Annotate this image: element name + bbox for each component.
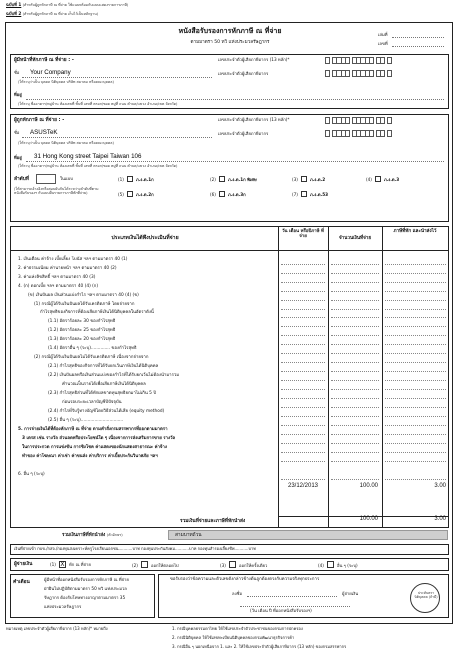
form-option-number: (1): [118, 177, 124, 182]
date-hint: (วัน เดือน ปี ที่ออกหนังสือรับรองฯ): [250, 608, 312, 613]
checked-checkbox[interactable]: X: [60, 561, 65, 568]
income-row-7: กำไรสุทธิของกิจการที่ต้องเสียภาษีเงินได้นิติบุคคลในอัตราดังนี้: [40, 310, 154, 315]
col-date-header: วัน เดือน หรือปีภาษี ที่จ่าย: [282, 229, 324, 240]
payee-tax-id-boxes[interactable]: [325, 117, 391, 124]
form-option-checkbox[interactable]: [127, 176, 133, 182]
form-option-4[interactable]: [366, 176, 399, 183]
form-option-number: (4): [366, 177, 372, 182]
payee-name-label: ชื่อ: [14, 130, 20, 135]
payee-name-value[interactable]: ASUSTeK: [30, 129, 58, 136]
row-21-tax-line[interactable]: [385, 443, 446, 444]
fund-text: เงินที่จ่ายเข้า กบข./กสจ./กองทุนสงเคราะห์ครูโรงเรียนเอกชน...........บาท กองทุนประกันสังคม...........บาท กองทุนสำรองเลี้ยงชีพ...........บาท: [14, 546, 256, 551]
form-option-label: ภ.ง.ด.1ก: [135, 177, 154, 182]
payer-name-hint: (ให้ระบุว่าเป็น บุคคล นิติบุคคล บริษัท สมาคม หรือคณะบุคคล): [18, 80, 114, 84]
income-row-24: 6. อื่น ๆ (ระบุ): [18, 472, 45, 477]
row-18-tax-line[interactable]: [385, 416, 446, 417]
total-text-field[interactable]: [168, 530, 448, 540]
payer-type-option-4[interactable]: [318, 561, 358, 569]
income-row-15: คำนวณเป็นรายได้เพื่อเสียภาษีเงินได้นิติบุคคล: [62, 382, 146, 387]
row-3-date-line[interactable]: [281, 282, 325, 283]
row-4-date-line[interactable]: [281, 291, 325, 292]
form-option-number: (7): [292, 192, 298, 197]
payer-tax-id-boxes[interactable]: [325, 57, 391, 64]
row-6-date-line[interactable]: [281, 309, 325, 310]
row-22-date-line[interactable]: [281, 452, 325, 453]
row-23-date-line[interactable]: [281, 461, 325, 462]
form-option-checkbox[interactable]: [301, 191, 307, 197]
payer-name-value[interactable]: Your Company: [30, 69, 71, 76]
form-option-label: ภ.ง.ด.3: [383, 177, 400, 182]
row-8-date-line[interactable]: [281, 326, 325, 327]
income-row-3: 3. ค่าแห่งลิขสิทธิ์ ฯลฯ ตามมาตรา 40 (3): [18, 275, 96, 280]
total-text-label-main: รวมเงินภาษีที่หักนำส่ง: [62, 533, 106, 538]
row-17-tax-line[interactable]: [385, 407, 446, 408]
row-13-date-line[interactable]: [281, 371, 325, 372]
row-18-amount-line[interactable]: [331, 416, 379, 417]
payer-type-number: (1): [50, 562, 56, 567]
footnote-left: หมายเหตุ เลขประจำตัวผู้เสียภาษีอากร (13 หลัก)* หมายถึง: [6, 626, 108, 631]
total-label: รวมเงินที่จ่ายและภาษีที่หักนำส่ง: [180, 519, 246, 524]
income-row-23: ทำของ ค่าโฆษณา ค่าเช่า ค่าขนส่ง ค่าบริการ ค่าเบี้ยประกันวินาศภัย ฯลฯ: [22, 454, 158, 459]
income-row-1: 1. เงินเดือน ค่าจ้าง เบี้ยเลี้ยง โบนัส ฯลฯ ตามมาตรา 40 (1): [18, 257, 128, 262]
income-row-5: (ข) เงินปันผล เงินส่วนแบ่งกำไร ฯลฯ ตามมาตรา 40 (4) (ข): [28, 293, 139, 298]
copy1-label: ฉบับที่ 1: [6, 2, 22, 7]
row-13-tax-line[interactable]: [385, 371, 446, 372]
col-divider-1: [278, 226, 279, 528]
payee-branch-tax-label: เลขประจำตัวผู้เสียภาษีอากร: [218, 131, 269, 136]
payer-type-label-text: ออกให้ครั้งเดียว: [238, 563, 268, 568]
book-no-field[interactable]: [392, 37, 444, 38]
copy2-label: ฉบับที่ 2: [6, 11, 22, 16]
row-15-amount-line[interactable]: [331, 389, 379, 390]
row-9-tax-line[interactable]: [385, 335, 446, 336]
row-8-amount-line[interactable]: [331, 326, 379, 327]
payee-address-label: ที่อยู่: [14, 155, 22, 160]
row-19-tax-line[interactable]: [385, 425, 446, 426]
doc-no: [378, 42, 388, 47]
row-24-tax-line[interactable]: [385, 479, 446, 480]
entry-date[interactable]: 23/12/2013: [287, 483, 319, 489]
col-type-header: ประเภทเงินได้พึงประเมินที่จ่าย: [111, 235, 179, 241]
row-21-date-line[interactable]: [281, 443, 325, 444]
income-row-6: (1) กรณีผู้ได้รับเงินปันผลได้รับเครดิตภาษี โดยจ่ายจาก: [34, 302, 135, 307]
row-19-amount-line[interactable]: [331, 425, 379, 426]
income-row-14: (2.2) เงินปันผลหรือเงินส่วนแบ่งของกำไรที่ได้รับยกเว้นไม่ต้องนำมารวม: [48, 373, 180, 378]
payer-section-label: ผู้มีหน้าที่หักภาษี ณ ที่จ่าย : -: [14, 58, 74, 63]
form-option-checkbox[interactable]: [301, 176, 307, 182]
sign-label: ลงชื่อ: [232, 591, 242, 596]
income-row-22: ในการประกวด การแข่งขัน การชิงโชค ค่าแสดงของนักแสดงสาธารณะ ค่าจ้าง: [22, 445, 167, 450]
income-row-16: (2.3) กำไรสุทธิส่วนที่ได้หักผลขาดทุนสุทธิยกมาไม่เกิน 5 ปี: [48, 391, 157, 396]
row-16-tax-line[interactable]: [385, 398, 446, 399]
warning-line-1: ผู้มีหน้าที่ออกหนังสือรับรองการหักภาษี ณ ที่จ่าย: [44, 577, 129, 582]
row-21-amount-line[interactable]: [331, 443, 379, 444]
form-option-checkbox[interactable]: [219, 191, 225, 197]
row-12-amount-line[interactable]: [331, 362, 379, 363]
payer-type-label-text: ออกให้ตลอดไป: [150, 563, 179, 568]
row-4-amount-line[interactable]: [331, 291, 379, 292]
row-14-amount-line[interactable]: [331, 380, 379, 381]
form-option-checkbox[interactable]: [375, 176, 381, 182]
income-row-12: (2) กรณีผู้ได้รับเงินปันผลไม่ได้รับเครดิตภาษี เนื่องจากจ่ายจาก: [34, 355, 149, 360]
footnote-item-2: 2. กรณีนิติบุคคล ให้ใช้เลขทะเบียนนิติบุคคลของกรมพัฒนาธุรกิจการค้า: [172, 635, 295, 640]
row-16-amount-line[interactable]: [331, 398, 379, 399]
form-option-label: ภ.ง.ด.2ก: [135, 192, 154, 197]
row-19-date-line[interactable]: [281, 425, 325, 426]
payer-address-line: [26, 99, 444, 100]
seq-label: ลำดับที่: [14, 177, 29, 182]
row-8-tax-line[interactable]: [385, 326, 446, 327]
row-2-tax-line[interactable]: [385, 273, 446, 274]
row-4-tax-line[interactable]: [385, 291, 446, 292]
form-option-label: ภ.ง.ด.53: [309, 192, 329, 197]
payee-name-line: [22, 137, 212, 138]
copy2-note: (สำหรับผู้ถูกหักภาษี ณ ที่จ่าย เก็บไว้เป็นหลักฐาน): [22, 12, 99, 16]
income-row-8: (1.1) อัตราร้อยละ 30 ของกำไรสุทธิ: [48, 319, 116, 324]
form-option-number: (5): [118, 192, 124, 197]
row-7-date-line[interactable]: [281, 317, 325, 318]
form-option-number: (6): [210, 192, 216, 197]
form-option-label: ภ.ง.ด.3ก: [227, 192, 246, 197]
row-14-tax-line[interactable]: [385, 380, 446, 381]
row-12-date-line[interactable]: [281, 362, 325, 363]
row-11-date-line[interactable]: [281, 353, 325, 354]
row-10-date-line[interactable]: [281, 344, 325, 345]
doc-no-label: เลขที่: [378, 41, 388, 46]
book-no: [378, 33, 388, 38]
form-option-label: ภ.ง.ด.2: [309, 177, 326, 182]
form-option-3[interactable]: [292, 176, 325, 183]
row-12-tax-line[interactable]: [385, 362, 446, 363]
form-option-2[interactable]: [210, 176, 257, 183]
col-tax-header: ภาษีที่หัก และนำส่งไว้: [393, 229, 437, 234]
payee-address-line: [26, 161, 444, 162]
row-23-tax-line[interactable]: [385, 461, 446, 462]
certify-text: ขอรับรองว่าข้อความและตัวเลขดังกล่าวข้างต้นถูกต้องตรงกับความจริงทุกประการ: [170, 577, 320, 582]
income-row-13: (2.1) กำไรสุทธิของกิจการที่ได้รับยกเว้นภาษีเงินได้นิติบุคคล: [48, 364, 159, 369]
payee-name-hint: (ให้ระบุว่าเป็น บุคคล นิติบุคคล บริษัท สมาคม หรือคณะบุคคล): [18, 141, 114, 145]
footnote-item-1: 1. กรณีบุคคลธรรมดาไทย ให้ใช้เลขประจำตัวประชาชนของกรมการปกครอง: [172, 626, 303, 631]
book-no-label: เล่มที่: [378, 32, 388, 37]
copy2-line: [6, 12, 98, 17]
row-24-amount-line[interactable]: [331, 479, 379, 480]
income-row-17: ก่อนรอบระยะเวลาบัญชีปีปัจจุบัน: [62, 400, 122, 405]
form-option-checkbox[interactable]: [219, 176, 225, 182]
income-row-19: (2.5) อื่น ๆ (ระบุ)...............................: [48, 418, 124, 423]
row-5-date-line[interactable]: [281, 300, 325, 301]
seal-circle: [410, 583, 440, 613]
row-17-amount-line[interactable]: [331, 407, 379, 408]
payer-type-number: (2): [132, 563, 138, 568]
payer-type-option-2[interactable]: [132, 561, 179, 569]
form-option-1[interactable]: [118, 176, 154, 183]
row-10-amount-line[interactable]: [331, 344, 379, 345]
col-divider-2: [328, 226, 329, 528]
row-16-date-line[interactable]: [281, 398, 325, 399]
row-6-amount-line[interactable]: [331, 309, 379, 310]
form-subtitle: ตามมาตรา 50 ทวิ แห่งประมวลรัษฎากร: [190, 40, 270, 45]
footnote-item-3: 3. กรณีอื่น ๆ นอกเหนือจาก 1. และ 2. ให้ใช้เลขประจำตัวผู้เสียภาษีอากร (13 หลัก) ของกรมสรรพากร: [172, 644, 347, 649]
row-14-date-line[interactable]: [281, 380, 325, 381]
payee-branch-tax-boxes[interactable]: [325, 130, 391, 137]
warning-line-2: ฝ่าฝืนไม่ปฏิบัติตามมาตรา 50 ทวิ แห่งประมวล: [44, 586, 127, 591]
total-text-hint: (ตัวอักษร): [106, 533, 123, 537]
sign-line[interactable]: [247, 596, 337, 597]
total-text-value: สามบาทถ้วน: [175, 533, 202, 538]
row-5-amount-line[interactable]: [331, 300, 379, 301]
income-row-2: 2. ค่าธรรมเนียม ค่านายหน้า ฯลฯ ตามมาตรา 40 (2): [18, 266, 117, 271]
payer-tax-id-label: เลขประจำตัวผู้เสียภาษีอากร (13 หลัก)*: [218, 57, 290, 62]
checkbox[interactable]: [229, 561, 236, 568]
row-10-tax-line[interactable]: [385, 344, 446, 345]
row-1-date-line[interactable]: [281, 264, 325, 265]
row-20-tax-line[interactable]: [385, 434, 446, 435]
checkbox[interactable]: [327, 561, 334, 568]
row-13-amount-line[interactable]: [331, 371, 379, 372]
row-18-date-line[interactable]: [281, 416, 325, 417]
row-20-amount-line[interactable]: [331, 434, 379, 435]
warning-line-3: รัษฎากร ต้องรับโทษทางอาญาตามมาตรา 35: [44, 595, 126, 600]
entry-tax[interactable]: 3.00: [434, 483, 446, 489]
copy1-note: (สำหรับผู้ถูกหักภาษี ณ ที่จ่าย ใช้แนบพร้อมกับแบบแสดงรายการภาษี): [22, 3, 129, 7]
payee-address-value[interactable]: 31 Hong Kong street Taipei Taiwan 106: [34, 153, 142, 160]
form-option-6[interactable]: [210, 191, 246, 198]
row-24-date-line[interactable]: [281, 479, 325, 480]
row-9-date-line[interactable]: [281, 335, 325, 336]
row-2-amount-line[interactable]: [331, 273, 379, 274]
row-17-date-line[interactable]: [281, 407, 325, 408]
doc-no-field[interactable]: [392, 46, 444, 47]
row-15-date-line[interactable]: [281, 389, 325, 390]
date-line[interactable]: [240, 606, 350, 607]
row-15-tax-line[interactable]: [385, 389, 446, 390]
row-7-tax-line[interactable]: [385, 317, 446, 318]
row-1-amount-line[interactable]: [331, 264, 379, 265]
payer-name-label: ชื่อ: [14, 70, 20, 75]
row-6-tax-line[interactable]: [385, 309, 446, 310]
row-5-tax-line[interactable]: [385, 300, 446, 301]
col-divider-3: [382, 226, 383, 528]
payee-section-label: ผู้ถูกหักภาษี ณ ที่จ่าย : -: [14, 118, 65, 123]
col-amount-header: จำนวนเงินที่จ่าย: [338, 236, 372, 241]
row-22-amount-line[interactable]: [331, 452, 379, 453]
income-row-18: (2.4) กำไรที่รับรู้ทางบัญชีโดยวิธีส่วนได้เสีย (equity method): [48, 409, 165, 414]
total-tax: 3.00: [434, 516, 446, 522]
row-2-date-line[interactable]: [281, 273, 325, 274]
row-22-tax-line[interactable]: [385, 452, 446, 453]
row-7-amount-line[interactable]: [331, 317, 379, 318]
payer-branch-tax-boxes[interactable]: [325, 70, 391, 77]
payee-tax-id-label: เลขประจำตัวผู้เสียภาษีอากร (13 หลัก)*: [218, 117, 290, 122]
table-header-bottom: [10, 250, 449, 251]
row-20-date-line[interactable]: [281, 434, 325, 435]
form-option-label: ภ.ง.ด.1ก พิเศษ: [227, 177, 257, 182]
warning-line-4: แห่งประมวลรัษฎากร: [44, 604, 82, 609]
payer-type-number: (3): [220, 563, 226, 568]
form-option-checkbox[interactable]: [127, 191, 133, 197]
income-row-20: 5. การจ่ายเงินได้ที่ต้องหักภาษี ณ ที่จ่าย ตามคำสั่งกรมสรรพากรที่ออกตามมาตรา: [18, 427, 168, 432]
income-row-4: 4. (ก) ดอกเบี้ย ฯลฯ ตามมาตรา 40 (4) (ก): [18, 284, 99, 289]
sign-role: ผู้จ่ายเงิน: [342, 591, 359, 596]
payer-type-label: ผู้จ่ายเงิน: [14, 562, 33, 567]
seal-label: ประทับตรา นิติบุคคล (ถ้ามี): [414, 591, 438, 599]
total-text-label: [62, 533, 123, 538]
copy1-line: [6, 3, 128, 8]
payer-type-label-text: หัก ณ ที่จ่าย: [68, 562, 91, 567]
row-3-tax-line[interactable]: [385, 282, 446, 283]
seq-input[interactable]: [36, 174, 56, 184]
payer-branch-tax-label: เลขประจำตัวผู้เสียภาษีอากร: [218, 71, 269, 76]
form-option-7[interactable]: [292, 191, 328, 198]
form-title: หนังสือรับรองการหักภาษี ณ ที่จ่าย: [178, 27, 282, 35]
seq-hint: (ให้สามารถอ้างอิงหรือสอบยันกันได้ระหว่างลำดับที่ตาม หนังสือรับรองฯ กับแบบยื่นรายการภาษีหักที่จ่าย): [14, 187, 99, 196]
seq-suffix: ในแบบ: [60, 176, 73, 181]
payer-type-number: (4): [318, 563, 324, 568]
row-23-amount-line[interactable]: [331, 461, 379, 462]
row-9-amount-line[interactable]: [331, 335, 379, 336]
total-amount: 100.00: [359, 516, 378, 522]
income-row-9: (1.2) อัตราร้อยละ 25 ของกำไรสุทธิ: [48, 328, 116, 333]
payer-type-option-1[interactable]: [50, 561, 91, 568]
form-option-5[interactable]: [118, 191, 154, 198]
income-row-10: (1.3) อัตราร้อยละ 20 ของกำไรสุทธิ: [48, 337, 116, 342]
payer-name-line: [22, 77, 212, 78]
row-1-tax-line[interactable]: [385, 264, 446, 265]
checkbox[interactable]: [141, 561, 148, 568]
form-option-number: (2): [210, 177, 216, 182]
income-row-11: (1.4) อัตราอื่น ๆ (ระบุ).............. ของกำไรสุทธิ: [48, 346, 137, 351]
payer-address-label: ที่อยู่: [14, 92, 22, 97]
entry-amount[interactable]: 100.00: [359, 483, 378, 489]
warning-label: คำเตือน: [13, 580, 30, 585]
row-11-amount-line[interactable]: [331, 353, 379, 354]
row-11-tax-line[interactable]: [385, 353, 446, 354]
payer-address-hint: (ให้ระบุ ชื่ออาคาร/หมู่บ้าน ห้องเลขที่ ชั้นที่ เลขที่ ตรอก/ซอย หมู่ที่ ถนน ตำบล/แขวง อำเภอ/เขต จังหวัด): [18, 102, 178, 106]
row-3-amount-line[interactable]: [331, 282, 379, 283]
payee-address-hint: (ให้ระบุ ชื่ออาคาร/หมู่บ้าน ห้องเลขที่ ชั้นที่ เลขที่ ตรอก/ซอย หมู่ที่ ถนน ตำบล/แขวง อำเภอ/เขต จังหวัด): [18, 164, 178, 168]
form-option-number: (3): [292, 177, 298, 182]
income-row-21: 3 เตรส เช่น รางวัล ส่วนลดหรือประโยชน์ใด ๆ เนื่องจากการส่งเสริมการขาย รางวัล: [22, 436, 176, 441]
payer-type-option-3[interactable]: [220, 561, 267, 569]
payer-type-label-text: อื่น ๆ (ระบุ): [336, 563, 358, 568]
